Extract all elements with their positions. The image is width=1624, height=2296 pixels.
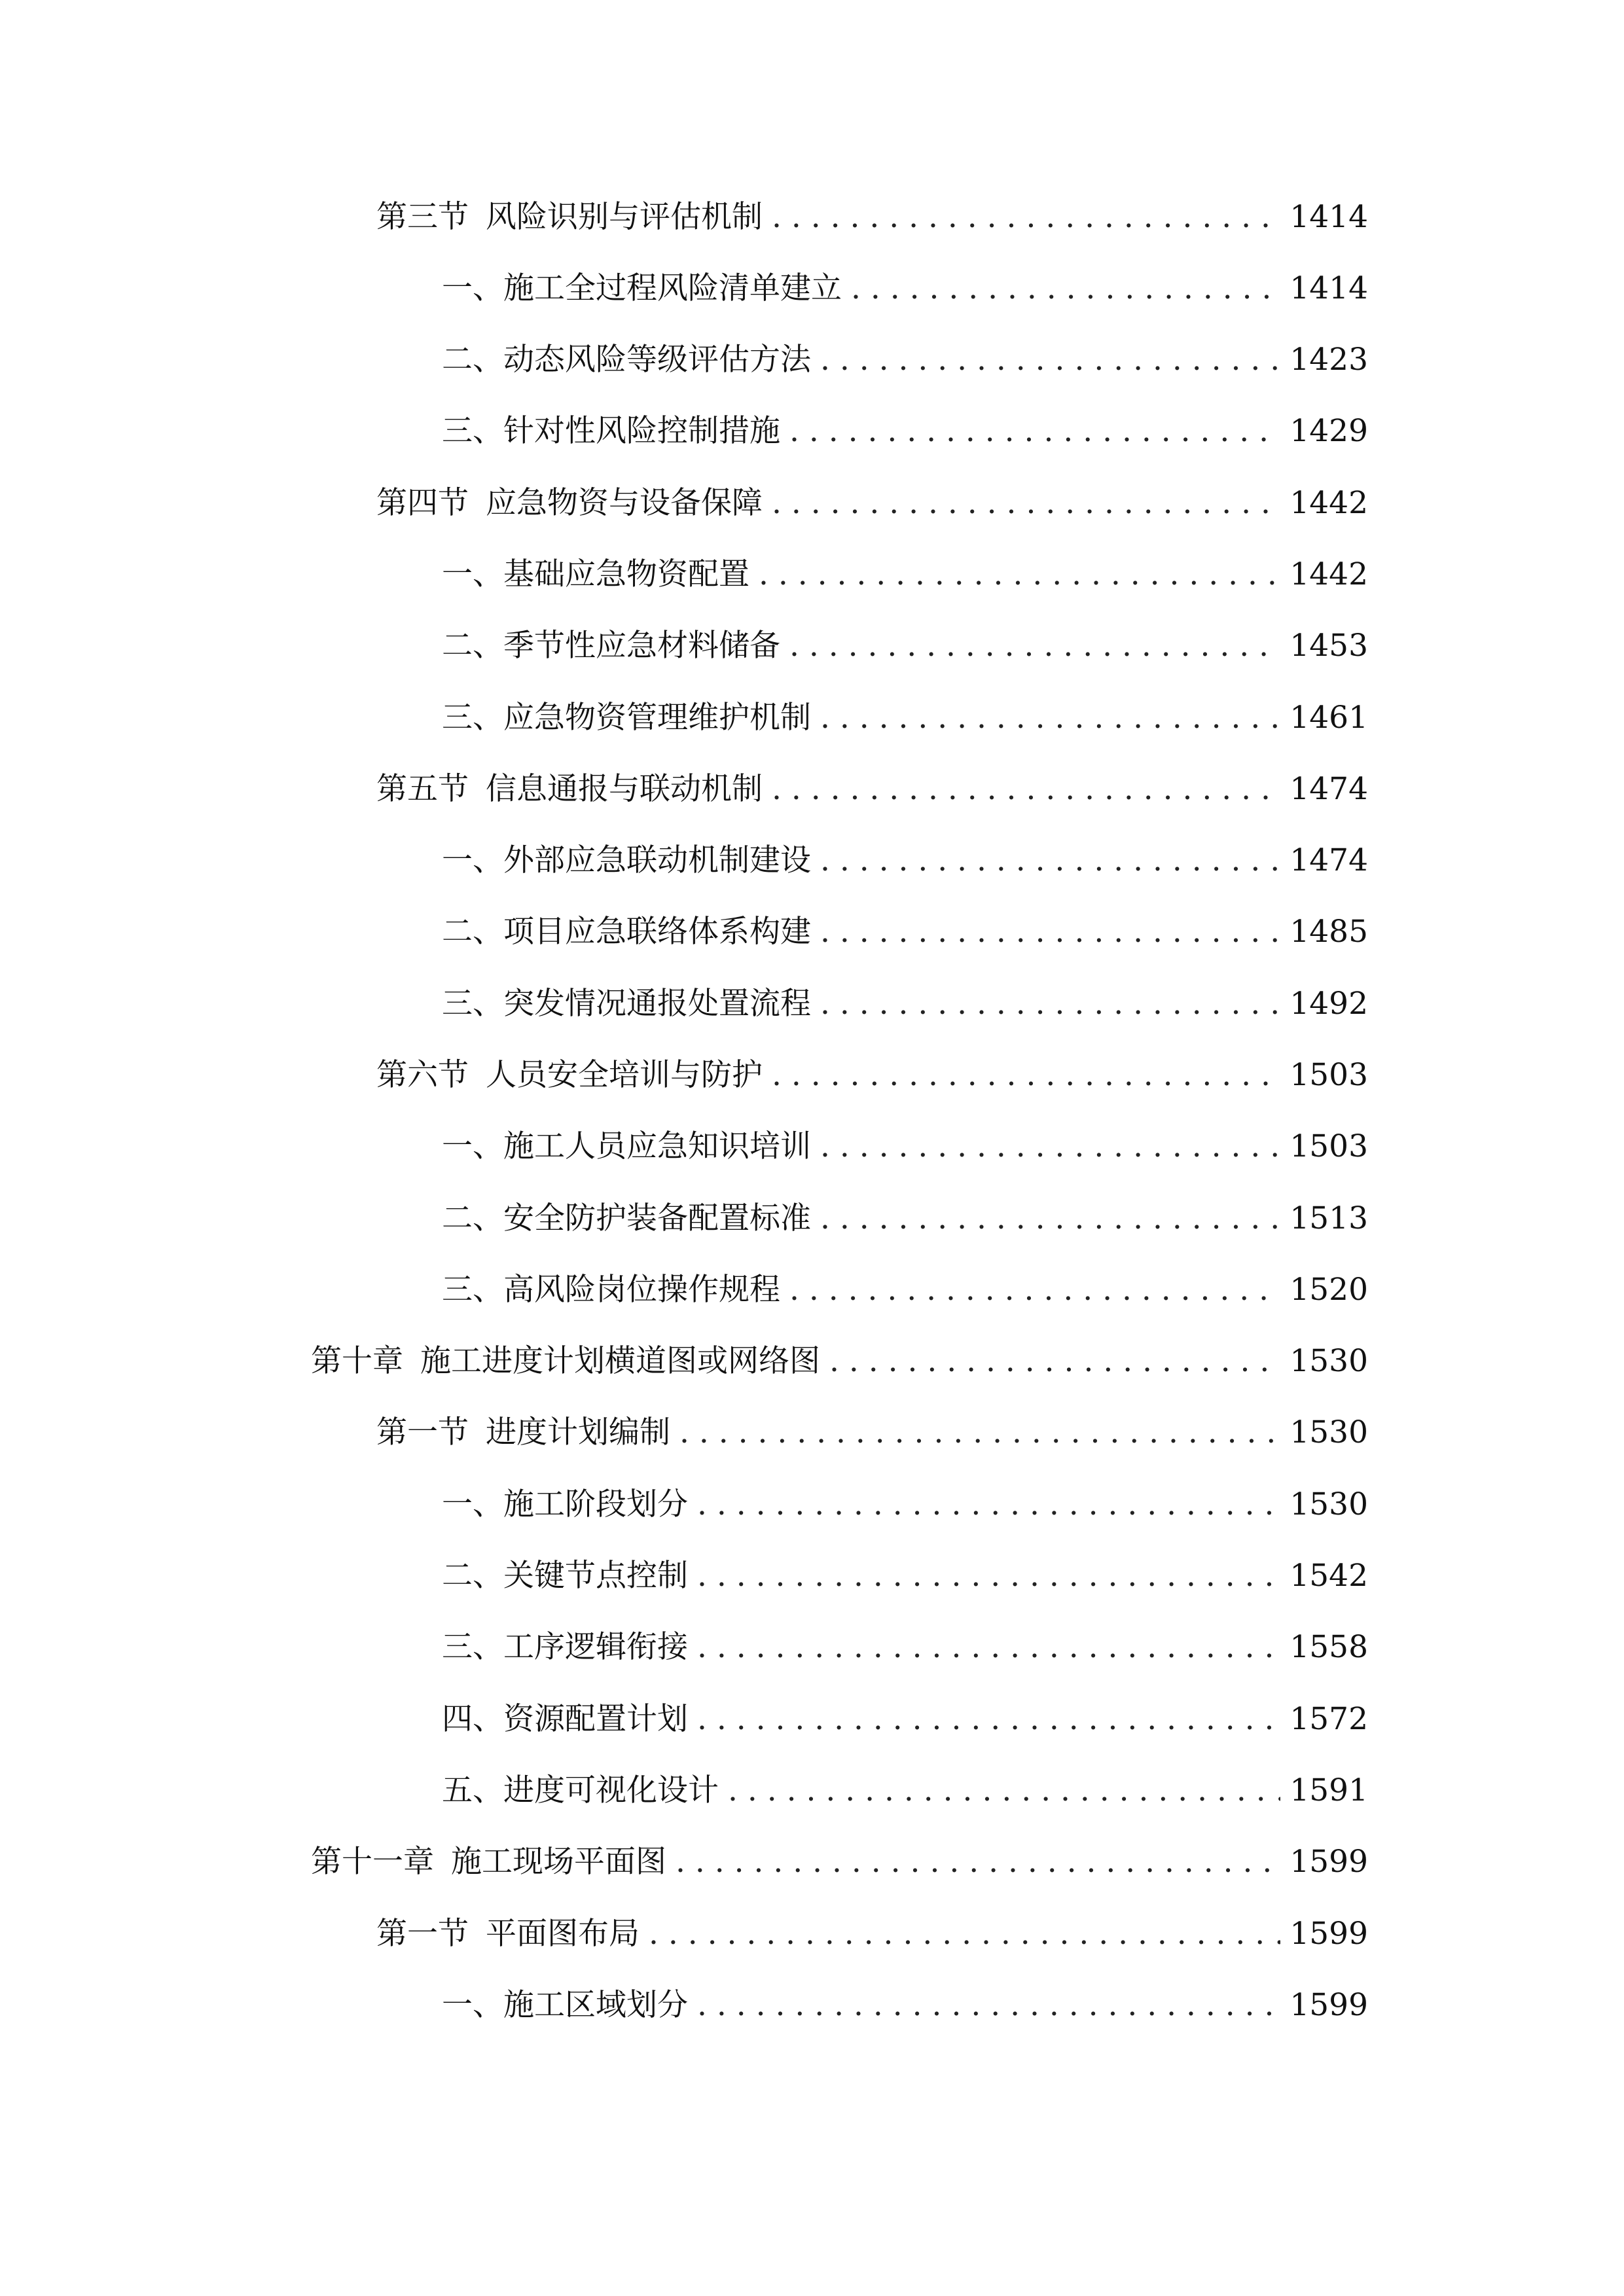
- toc-entry-number: 三、: [442, 1272, 503, 1308]
- toc-entry-title: 施工全过程风险清单建立: [503, 270, 842, 306]
- toc-entry-item[interactable]: [442, 838, 1368, 884]
- toc-entry-number: 二、: [442, 914, 503, 950]
- toc-entry-title: 施工人员应急知识培训: [503, 1128, 811, 1164]
- toc-entry-page: 1474: [1290, 842, 1368, 878]
- toc-entry-title: 基础应急物资配置: [503, 556, 749, 592]
- toc-entry-number: 一、: [442, 556, 503, 592]
- toc-entry-page: 1485: [1290, 914, 1368, 950]
- toc-entry-title: 人员安全培训与防护: [486, 1057, 763, 1093]
- toc-leader-dots: [772, 1052, 1280, 1098]
- toc-leader-dots: [697, 1982, 1280, 2028]
- toc-entry-item[interactable]: [442, 1196, 1368, 1242]
- toc-entry-section[interactable]: [376, 1410, 1368, 1456]
- toc-entry-title: 施工现场平面图: [451, 1844, 666, 1880]
- toc-entry-title: 施工进度计划横道图或网络图: [420, 1343, 820, 1379]
- toc-leader-dots: [697, 1482, 1280, 1528]
- toc-leader-dots: [697, 1553, 1280, 1599]
- toc-leader-dots: [820, 337, 1280, 383]
- toc-entry-item[interactable]: [442, 1624, 1368, 1670]
- toc-entry-item[interactable]: [442, 1124, 1368, 1170]
- toc-entry-page: 1453: [1290, 628, 1368, 664]
- toc-entry-page: 1530: [1290, 1414, 1368, 1450]
- toc-entry-title: 工序逻辑衔接: [503, 1629, 688, 1665]
- toc-entry-number: 三、: [442, 1629, 503, 1665]
- toc-entry-page: 1492: [1290, 986, 1368, 1022]
- toc-entry-page: 1542: [1290, 1558, 1368, 1594]
- toc-leader-dots: [820, 909, 1280, 955]
- toc-entry-section[interactable]: [376, 194, 1368, 240]
- toc-entry-page: 1572: [1290, 1701, 1368, 1737]
- toc-entry-title: 风险识别与评估机制: [486, 199, 763, 235]
- toc-entry-number: 五、: [442, 1772, 503, 1808]
- toc-leader-dots: [728, 1768, 1280, 1814]
- toc-entry-number: 三、: [442, 986, 503, 1022]
- toc-entry-item[interactable]: [442, 1553, 1368, 1599]
- toc-entry-item[interactable]: [442, 408, 1368, 454]
- toc-leader-dots: [697, 1696, 1280, 1742]
- toc-leader-dots: [851, 266, 1280, 312]
- toc-entry-title: 资源配置计划: [503, 1701, 688, 1737]
- toc-entry-title: 平面图布局: [486, 1916, 640, 1952]
- toc-entry-page: 1599: [1290, 1844, 1368, 1880]
- toc-leader-dots: [789, 408, 1280, 454]
- toc-entry-number: 四、: [442, 1701, 503, 1737]
- toc-entry-page: 1520: [1290, 1272, 1368, 1308]
- toc-entry-title: 高风险岗位操作规程: [503, 1272, 780, 1308]
- toc-leader-dots: [772, 766, 1280, 812]
- toc-entry-title: 外部应急联动机制建设: [503, 842, 811, 878]
- toc-leader-dots: [820, 695, 1280, 741]
- toc-entry-title: 关键节点控制: [503, 1558, 688, 1594]
- toc-entry-title: 安全防护装备配置标准: [503, 1200, 811, 1236]
- toc-leader-dots: [820, 838, 1280, 884]
- toc-entry-page: 1599: [1290, 1987, 1368, 2023]
- toc-entry-title: 信息通报与联动机制: [486, 771, 763, 807]
- toc-entry-item[interactable]: [442, 981, 1368, 1027]
- toc-entry-number: 第一节: [376, 1414, 469, 1450]
- toc-entry-number: 三、: [442, 700, 503, 736]
- toc-entry-number: 第一节: [376, 1916, 469, 1952]
- toc-entry-number: 二、: [442, 628, 503, 664]
- toc-entry-number: 第三节: [376, 199, 469, 235]
- toc-entry-page: 1591: [1290, 1772, 1368, 1808]
- toc-leader-dots: [789, 623, 1280, 669]
- toc-entry-item[interactable]: [442, 337, 1368, 383]
- toc-entry-number: 第六节: [376, 1057, 469, 1093]
- toc-entry-page: 1530: [1290, 1343, 1368, 1379]
- toc-entry-item[interactable]: [442, 623, 1368, 669]
- toc-entry-item[interactable]: [442, 695, 1368, 741]
- toc-entry-page: 1442: [1290, 556, 1368, 592]
- toc-entry-title: 施工阶段划分: [503, 1486, 688, 1522]
- toc-entry-number: 第五节: [376, 771, 469, 807]
- toc-entry-page: 1558: [1290, 1629, 1368, 1665]
- toc-entry-number: 第十章: [311, 1343, 403, 1379]
- toc-entry-item[interactable]: [442, 1982, 1368, 2028]
- toc-entry-number: 一、: [442, 1486, 503, 1522]
- toc-entry-title: 进度可视化设计: [503, 1772, 719, 1808]
- toc-entry-page: 1503: [1290, 1128, 1368, 1164]
- toc-entry-section[interactable]: [376, 480, 1368, 526]
- toc-entry-page: 1503: [1290, 1057, 1368, 1093]
- toc-leader-dots: [759, 552, 1280, 598]
- toc-entry-item[interactable]: [442, 1482, 1368, 1528]
- toc-entry-page: 1599: [1290, 1916, 1368, 1952]
- toc-entry-item[interactable]: [442, 1267, 1368, 1313]
- toc-entry-page: 1442: [1290, 485, 1368, 521]
- toc-entry-number: 一、: [442, 1128, 503, 1164]
- toc-entry-item[interactable]: [442, 1768, 1368, 1814]
- toc-leader-dots: [679, 1410, 1280, 1456]
- toc-entry-title: 针对性风险控制措施: [503, 413, 780, 449]
- toc-leader-dots: [676, 1839, 1280, 1885]
- toc-entry-title: 施工区域划分: [503, 1987, 688, 2023]
- toc-leader-dots: [829, 1338, 1280, 1384]
- toc-entry-title: 突发情况通报处置流程: [503, 986, 811, 1022]
- toc-entry-page: 1530: [1290, 1486, 1368, 1522]
- toc-leader-dots: [820, 1124, 1280, 1170]
- toc-leader-dots: [772, 480, 1280, 526]
- toc-entry-title: 季节性应急材料储备: [503, 628, 780, 664]
- toc-entry-chapter[interactable]: [311, 1338, 1368, 1384]
- toc-entry-number: 第四节: [376, 485, 469, 521]
- toc-entry-page: 1414: [1290, 270, 1368, 306]
- toc-entry-number: 一、: [442, 270, 503, 306]
- toc-entry-item[interactable]: [442, 1696, 1368, 1742]
- toc-entry-number: 二、: [442, 1200, 503, 1236]
- toc-entry-title: 进度计划编制: [486, 1414, 670, 1450]
- toc-leader-dots: [820, 981, 1280, 1027]
- toc-entry-title: 动态风险等级评估方法: [503, 342, 811, 378]
- toc-leader-dots: [697, 1624, 1280, 1670]
- toc-entry-number: 第十一章: [311, 1844, 434, 1880]
- toc-entry-page: 1461: [1290, 700, 1368, 736]
- toc-entry-title: 应急物资管理维护机制: [503, 700, 811, 736]
- toc-entry-number: 一、: [442, 842, 503, 878]
- toc-entry-section[interactable]: [376, 1052, 1368, 1098]
- toc-entry-title: 项目应急联络体系构建: [503, 914, 811, 950]
- toc-entry-page: 1423: [1290, 342, 1368, 378]
- toc-entry-number: 二、: [442, 1558, 503, 1594]
- toc-entry-page: 1429: [1290, 413, 1368, 449]
- toc-entry-section[interactable]: [376, 1911, 1368, 1957]
- toc-leader-dots: [772, 194, 1280, 240]
- toc-entry-page: 1513: [1290, 1200, 1368, 1236]
- toc-entry-item[interactable]: [442, 266, 1368, 312]
- toc-leader-dots: [789, 1267, 1280, 1313]
- toc-leader-dots: [820, 1196, 1280, 1242]
- toc-entry-number: 二、: [442, 342, 503, 378]
- toc-entry-section[interactable]: [376, 766, 1368, 812]
- toc-entry-page: 1414: [1290, 199, 1368, 235]
- toc-entry-item[interactable]: [442, 552, 1368, 598]
- toc-leader-dots: [649, 1911, 1280, 1957]
- toc-entry-item[interactable]: [442, 909, 1368, 955]
- toc-entry-chapter[interactable]: [311, 1839, 1368, 1885]
- toc-entry-number: 三、: [442, 413, 503, 449]
- toc-entry-page: 1474: [1290, 771, 1368, 807]
- toc-entry-title: 应急物资与设备保障: [486, 485, 763, 521]
- toc-entry-number: 一、: [442, 1987, 503, 2023]
